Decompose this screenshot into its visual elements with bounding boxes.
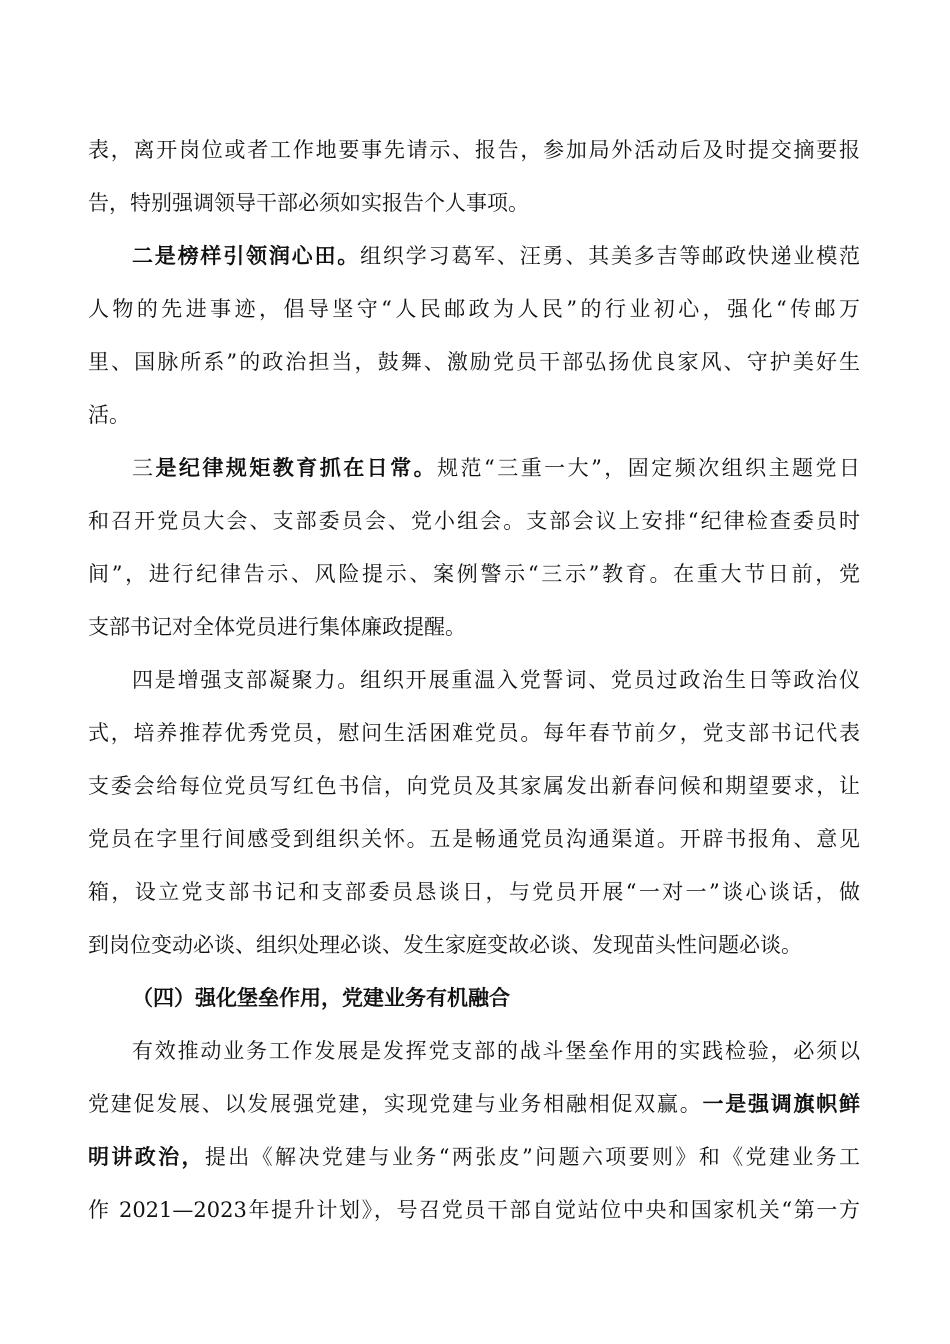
paragraph-line xyxy=(88,1089,860,1119)
paragraph-line: 告，特别强调领导干部必须如实报告个人事项。 xyxy=(88,191,529,215)
paragraph-line: 里、国脉所系”的政治担当，鼓舞、激励党员干部弘扬优良家风、守护美好生 xyxy=(88,350,860,374)
paragraph-lead-bold: 明讲政治， xyxy=(88,1144,205,1169)
paragraph-line: 支部书记对全体党员进行集体廉政提醒。 xyxy=(88,615,466,639)
paragraph-lead-bold: 二是榜样引领润心田。 xyxy=(132,243,361,268)
paragraph-text: 三 xyxy=(132,456,156,480)
paragraph-line: 有效推动业务工作发展是发挥党支部的战斗堡垒作用的实践检验，必须以 xyxy=(132,1039,860,1063)
paragraph-lead-bold: 是纪律规矩教育抓在日常。 xyxy=(155,455,438,480)
paragraph-line: 人物的先进事迹，倡导坚守“人民邮政为人民”的行业初心，强化“传邮万 xyxy=(88,297,860,321)
paragraph-line: 间”，进行纪律告示、风险提示、案例警示“三示”教育。在重大节日前，党 xyxy=(88,562,860,586)
paragraph-line: 和召开党员大会、支部委员会、党小组会。支部会议上安排“纪律检查委员时 xyxy=(88,509,860,533)
paragraph-line: 箱，设立党支部书记和支部委员恳谈日，与党员开展“一对一”谈心谈话，做 xyxy=(88,880,860,904)
paragraph-text: 提出《解决党建与业务“两张皮”问题六项要则》和《党建业务工 xyxy=(204,1145,860,1169)
paragraph-line: 活。 xyxy=(88,403,130,427)
paragraph-line: 式，培养推荐优秀党员，慰问生活困难党员。每年春节前夕，党支部书记代表 xyxy=(88,721,860,745)
section-heading: （四）强化堡垒作用，党建业务有机融合 xyxy=(132,985,510,1010)
paragraph-lead-bold: 一是强调旗帜鲜 xyxy=(702,1091,860,1116)
paragraph-line: 党员在字里行间感受到组织关怀。五是畅通党员沟通渠道。开辟书报角、意见 xyxy=(88,827,860,851)
paragraph-line xyxy=(88,1142,860,1172)
paragraph-line: 表，离开岗位或者工作地要事先请示、报告，参加局外活动后及时提交摘要报 xyxy=(88,138,860,162)
paragraph-line: 支委会给每位党员写红色书信，向党员及其家属发出新春问候和期望要求，让 xyxy=(88,774,860,798)
paragraph-line xyxy=(132,453,860,483)
paragraph-text: 党建促发展、以发展强党建，实现党建与业务相融相促双赢。 xyxy=(88,1092,703,1116)
paragraph-line xyxy=(132,241,860,271)
paragraph-text: 组织学习葛军、汪勇、其美多吉等邮政快递业模范 xyxy=(360,244,861,268)
paragraph-text: 规范“三重一大”，固定频次组织主题党日 xyxy=(437,456,860,480)
paragraph-line: 到岗位变动必谈、组织处理必谈、发生家庭变故必谈、发现苗头性问题必谈。 xyxy=(88,933,802,957)
paragraph-line: 作 2021—2023年提升计划》，号召党员干部自觉站位中央和国家机关“第一方 xyxy=(88,1198,860,1222)
paragraph-line: 四是增强支部凝聚力。组织开展重温入党誓词、党员过政治生日等政治仪 xyxy=(132,668,860,692)
